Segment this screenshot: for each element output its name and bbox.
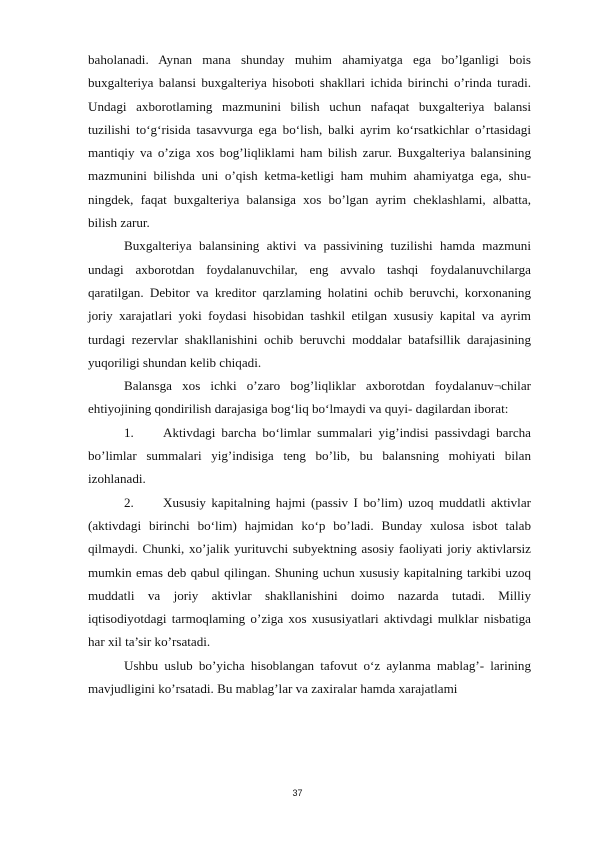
numbered-item-2 xyxy=(88,491,531,654)
paragraph-continuation: baholanadi. Aynan mana shunday muhim ahamiyatga ega bo’lganligi bois buxgalteriya balansi buxgalteriya hisoboti shakllari ichida birinchi o’rinda turadi. Undagi axborotlaming mazmunini bilish uchun nafaqat buxgalteriya balansi tuzilishi to‘g‘risida tasavvurga ega bo‘lish, balki ayrim ko‘rsatkichlar o’rtasidagi mantiqiy va o’ziga xos bog’liqliklami ham bilish zarur. Buxgalteriya balansining mazmunini bilishda uni o’qish ketma-ketligi ham muhim ahamiyatga ega, shu-ningdek, faqat buxgalteriya balansiga xos bo’lgan ayrim cheklashlami, albatta, bilish zarur. xyxy=(88,52,531,231)
item-text: Xususiy kapitalning hajmi (passiv I bo’lim) uzoq muddatli aktivlar (aktivdagi birinchi bo‘lim) hajmidan ko‘p bo’ladi. Bunday xulosa isbot talab qilmaydi. Chunki, xo’jalik yurituvchi subyektning asosiy faoliyati joriy aktivlarsiz mumkin emas deb qabul qilingan. Shuning uchun xususiy kapitalning tarkibi uzoq muddatli va joriy aktivlar shakllanishini doimo nazarda tutadi. Milliy iqtisodiyotdagi tarmoqlaming o’ziga xos xususiyatlari aktivdagi mulklar nisbatiga har xil ta’sir ko’rsatadi. xyxy=(88,494,531,650)
paragraph-internal-links: Balansga xos ichki o’zaro bog’liqliklar axborotdan foydalanuv¬chilar ehtiyojining qondirilish darajasiga bog‘liq bo‘lmaydi va quyi- dagilardan iborat: xyxy=(88,378,531,417)
paragraph-balance-structure: Buxgalteriya balansining aktivi va passivining tuzilishi hamda mazmuni undagi axborotdan foydalanuvchilar, eng avvalo tashqi foydalanuvchilarga qaratilgan. Debitor va kreditor qarzlaming holatini ochib beruvchi, korxonaning joriy xarajatlari yoki foydasi hisobidan tashkil etilgan xususiy kapital va ayrim turdagi rezervlar shakllanishini ochib beruvchi moddalar batafsillik darajasining yuqoriligi shundan kelib chiqadi. xyxy=(88,238,531,370)
item-number: 1. xyxy=(124,424,134,440)
numbered-item-1 xyxy=(88,421,531,491)
page-number: 37 xyxy=(292,788,303,798)
item-number: 2. xyxy=(124,494,134,510)
paragraph-closing: Ushbu uslub bo’yicha hisoblangan tafovut o‘z aylanma mablag’- larining mavjudligini ko’rsatadi. Bu mablag’lar va zaxiralar hamda xarajatlami xyxy=(88,657,531,697)
item-text: Aktivdagi barcha bo‘limlar summalari yig’indisi passivdagi barcha bo’limlar summalari yig’indisiga teng bo’lib, bu balansning mohiyati bilan izohlanadi. xyxy=(88,424,531,487)
body-text xyxy=(88,48,531,700)
